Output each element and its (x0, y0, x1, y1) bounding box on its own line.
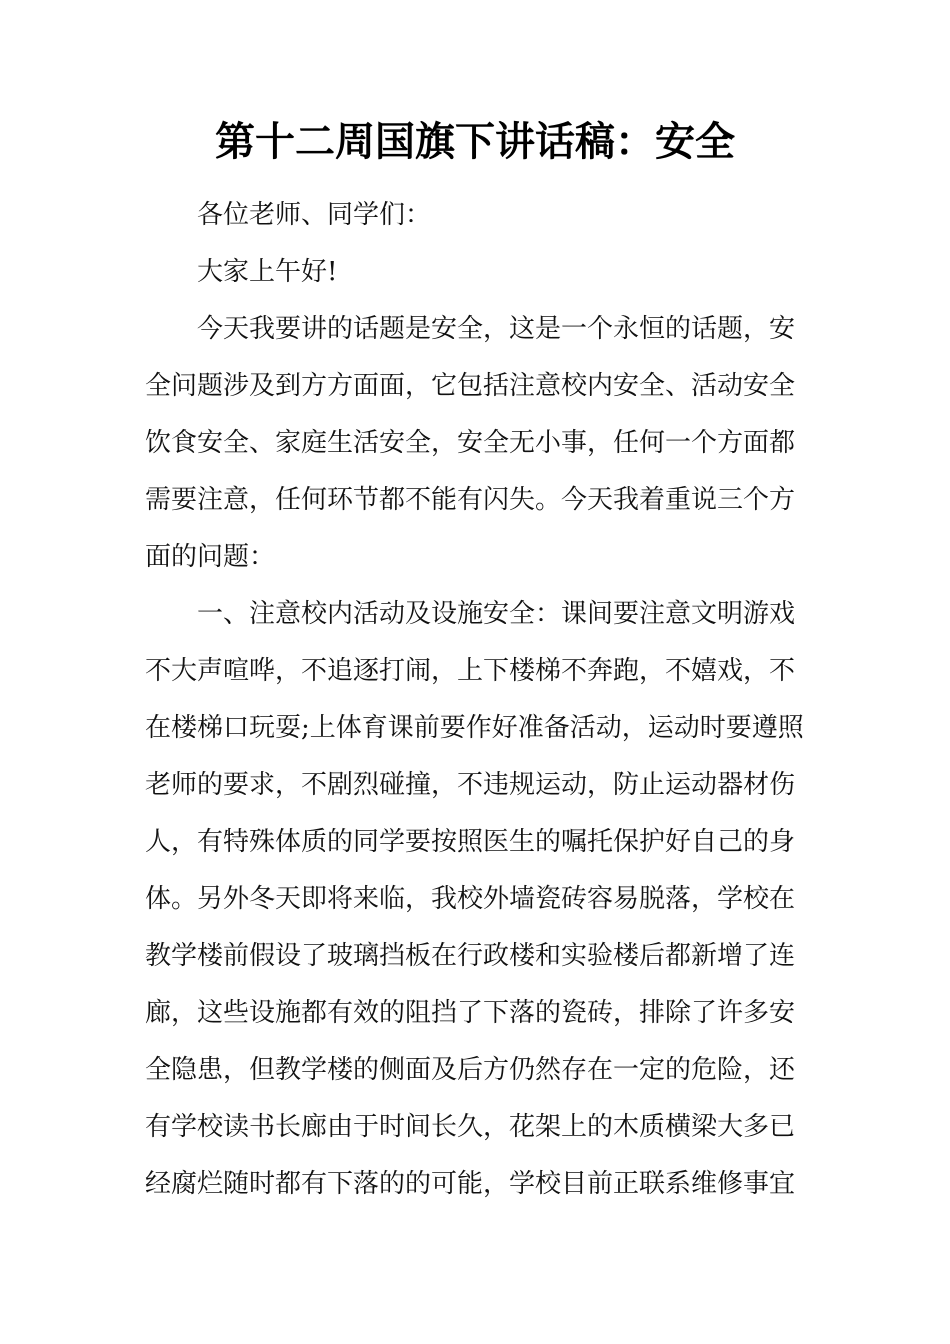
paragraph-line: 全问题涉及到方方面面，它包括注意校内安全、活动安全 (145, 371, 796, 401)
paragraph-line: 面的问题： (145, 542, 276, 572)
paragraph-line: 有学校读书长廊由于时间长久，花架上的木质横梁大多已 (145, 1112, 796, 1142)
paragraph-line: 今天我要讲的话题是安全，这是一个永恒的话题，安 (197, 314, 796, 344)
paragraph-line: 老师的要求，不剧烈碰撞，不违规运动，防止运动器材伤 (145, 770, 796, 800)
paragraph-line: 体。另外冬天即将来临，我校外墙瓷砖容易脱落，学校在 (145, 884, 796, 914)
paragraph-line: 教学楼前假设了玻璃挡板在行政楼和实验楼后都新增了连 (145, 941, 796, 971)
paragraph-line: 经腐烂随时都有下落的的可能，学校目前正联系维修事宜 (145, 1169, 796, 1199)
paragraph-line: 在楼梯口玩耍;上体育课前要作好准备活动，运动时要遵照 (145, 713, 804, 743)
salutation: 各位老师、同学们： (197, 200, 432, 230)
paragraph-line: 廊，这些设施都有效的阻挡了下落的瓷砖，排除了许多安 (145, 998, 796, 1028)
page-title: 第十二周国旗下讲话稿：安全 (215, 118, 735, 165)
paragraph-line: 全隐患，但教学楼的侧面及后方仍然存在一定的危险，还 (145, 1055, 796, 1085)
paragraph-line: 饮食安全、家庭生活安全，安全无小事，任何一个方面都 (145, 428, 796, 458)
paragraph-line: 不大声喧哗，不追逐打闹，上下楼梯不奔跑，不嬉戏，不 (145, 656, 796, 686)
paragraph-line: 一、注意校内活动及设施安全：课间要注意文明游戏 (197, 599, 796, 629)
paragraph-line: 需要注意，任何环节都不能有闪失。今天我着重说三个方 (145, 485, 796, 515)
greeting: 大家上午好! (197, 257, 338, 287)
paragraph-line: 人，有特殊体质的同学要按照医生的嘱托保护好自己的身 (145, 827, 796, 857)
